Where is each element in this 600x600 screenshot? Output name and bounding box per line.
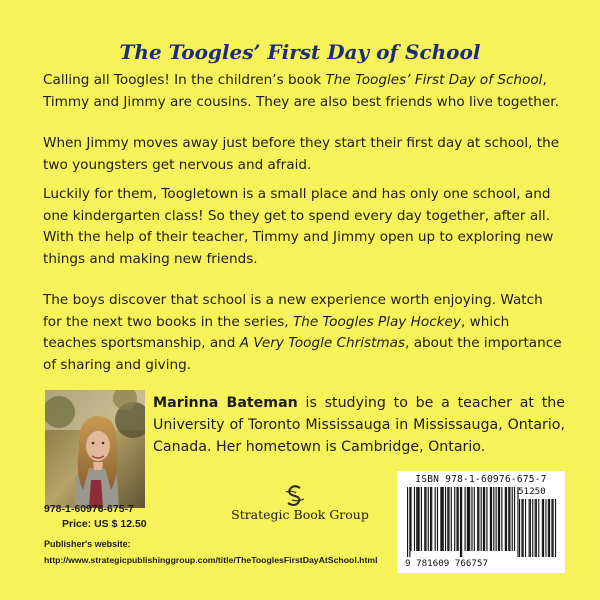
barcode-bar xyxy=(417,487,418,551)
isbn-text: 978-1-60976-675-7 xyxy=(44,503,134,515)
price-text: Price: US $ 12.50 xyxy=(62,518,147,530)
barcode-bar xyxy=(517,487,518,557)
barcode-bar xyxy=(490,487,491,551)
barcode-number: 9 781609 766757 xyxy=(405,558,488,569)
barcode-bar xyxy=(469,487,470,551)
isbn-barcode xyxy=(397,471,565,573)
barcode-bar xyxy=(498,487,499,551)
barcode-bar xyxy=(465,487,466,551)
barcode-bar xyxy=(468,487,469,551)
barcode-addon-bar xyxy=(525,499,526,557)
barcode-bar xyxy=(456,487,457,551)
barcode-addon-bar xyxy=(536,499,537,557)
p1-text-c: , Timmy and Jimmy are cousins. They are also best friends who live together. xyxy=(43,72,559,110)
barcode-bar xyxy=(409,487,410,557)
barcode-bar xyxy=(410,487,411,551)
barcode-bar xyxy=(496,487,497,551)
barcode-bar xyxy=(484,487,485,551)
barcode-addon-bar xyxy=(542,499,543,557)
description-paragraph-4 xyxy=(43,290,565,376)
book-title: The Toogles’ First Day of School xyxy=(119,40,481,64)
description-paragraph-1 xyxy=(43,70,565,113)
barcode-bar xyxy=(505,487,506,551)
barcode-bar xyxy=(431,487,432,551)
author-name: Marinna Bateman xyxy=(153,395,298,411)
barcode-bar xyxy=(499,487,500,551)
barcode-bar xyxy=(425,487,426,551)
barcode-bar xyxy=(442,487,443,551)
barcode-bar xyxy=(428,487,429,551)
barcode-addon-bar xyxy=(553,499,554,557)
publisher-logo-icon xyxy=(282,484,308,508)
barcode-bar xyxy=(424,487,425,551)
publisher-website-url[interactable]: http://www.strategicpublishinggroup.com/title/TheTooglesFirstDayAtSchool.html xyxy=(44,555,378,565)
barcode-bar xyxy=(447,487,448,551)
barcode-bar xyxy=(421,487,422,551)
barcode-addon-bar xyxy=(523,499,524,557)
p4-series-title-1: The Toogles Play Hockey xyxy=(292,313,461,330)
barcode-bar xyxy=(486,487,487,551)
barcode-bar xyxy=(440,487,441,551)
barcode-addon-bar xyxy=(532,499,533,557)
description-paragraph-3: Luckily for them, Toogletown is a small place and has only one school, and one kindergarten class! So they get to spend every day together, after all. With the help of their teacher, Timmy and Jimmy open up to exploring new things and making new friends. xyxy=(43,186,554,267)
p1-text-a: Calling all Toogles! In the children’s book xyxy=(43,72,326,88)
barcode-bar xyxy=(508,487,509,551)
barcode-bar xyxy=(407,487,408,557)
author-photo xyxy=(45,390,145,508)
barcode-bar xyxy=(443,487,444,551)
barcode-bar xyxy=(414,487,415,551)
barcode-addon-bar xyxy=(551,499,552,557)
barcode-addon-bar xyxy=(548,499,549,557)
barcode-bar xyxy=(509,487,510,551)
barcode-bar xyxy=(451,487,452,551)
p4-text-e: , about the importance of sharing and giving. xyxy=(43,335,562,373)
barcode-bar xyxy=(458,487,459,551)
barcode-bar xyxy=(430,487,431,551)
barcode-addon-bar xyxy=(535,499,536,557)
p1-book-title: The Toogles’ First Day of School xyxy=(325,72,543,88)
barcode-isbn-label: ISBN 978-1-60976-675-7 xyxy=(415,474,547,485)
barcode-bar xyxy=(471,487,472,551)
barcode-addon-bar xyxy=(519,499,520,557)
author-bio xyxy=(153,392,565,458)
barcode-bar xyxy=(461,487,462,557)
p4-text-a: The boys discover that school is a new experience worth enjoying. Watch for the next two books in the series, xyxy=(43,292,543,330)
barcode-bar xyxy=(416,487,417,551)
barcode-bar xyxy=(454,487,455,551)
barcode-bar xyxy=(445,487,446,551)
barcode-bar xyxy=(491,487,492,551)
barcode-bar xyxy=(481,487,482,551)
barcode-addon-bar xyxy=(530,499,531,557)
barcode-bar xyxy=(419,487,420,551)
barcode-bar xyxy=(483,487,484,551)
barcode-addon-bar xyxy=(521,499,522,557)
barcode-bar xyxy=(506,487,507,551)
barcode-bar xyxy=(477,487,478,551)
barcode-addon-bar xyxy=(543,499,544,557)
barcode-bar xyxy=(460,487,461,557)
barcode-addon-bar xyxy=(555,499,556,557)
description-paragraph-2: When Jimmy moves away just before they start their first day at school, the two youngsters get nervous and afraid. xyxy=(43,135,560,173)
barcode-bar xyxy=(512,487,513,551)
barcode-bar xyxy=(474,487,475,551)
barcode-bar xyxy=(493,487,494,551)
barcode-addon-bar xyxy=(549,499,550,557)
p4-text-c: , which teaches sportsmanship, and xyxy=(43,313,510,351)
author-bio-text: is studying to be a teacher at the University of Toronto Mississauga in Mississauga, Ontario, Canada. Her hometown is Cambridge, Ontario. xyxy=(153,395,566,455)
barcode-bar xyxy=(435,487,436,551)
author-portrait-image xyxy=(45,390,145,508)
publisher-website-label: Publisher's website: xyxy=(44,539,131,549)
barcode-bar xyxy=(448,487,449,551)
barcode-addon-bar xyxy=(545,499,546,557)
barcode-addon-bar xyxy=(529,499,530,557)
barcode-price-code: 51250 xyxy=(518,486,546,497)
ornate-s-monogram-icon xyxy=(282,484,308,508)
barcode-bar xyxy=(501,487,502,551)
barcode-bar xyxy=(467,487,468,551)
barcode-bar xyxy=(514,487,515,551)
p4-series-title-2: A Very Toogle Christmas xyxy=(239,335,406,351)
barcode-addon-bar xyxy=(538,499,539,557)
publisher-name: Strategic Book Group xyxy=(231,507,369,522)
barcode-bar xyxy=(478,487,479,551)
barcode-bar xyxy=(437,487,438,551)
